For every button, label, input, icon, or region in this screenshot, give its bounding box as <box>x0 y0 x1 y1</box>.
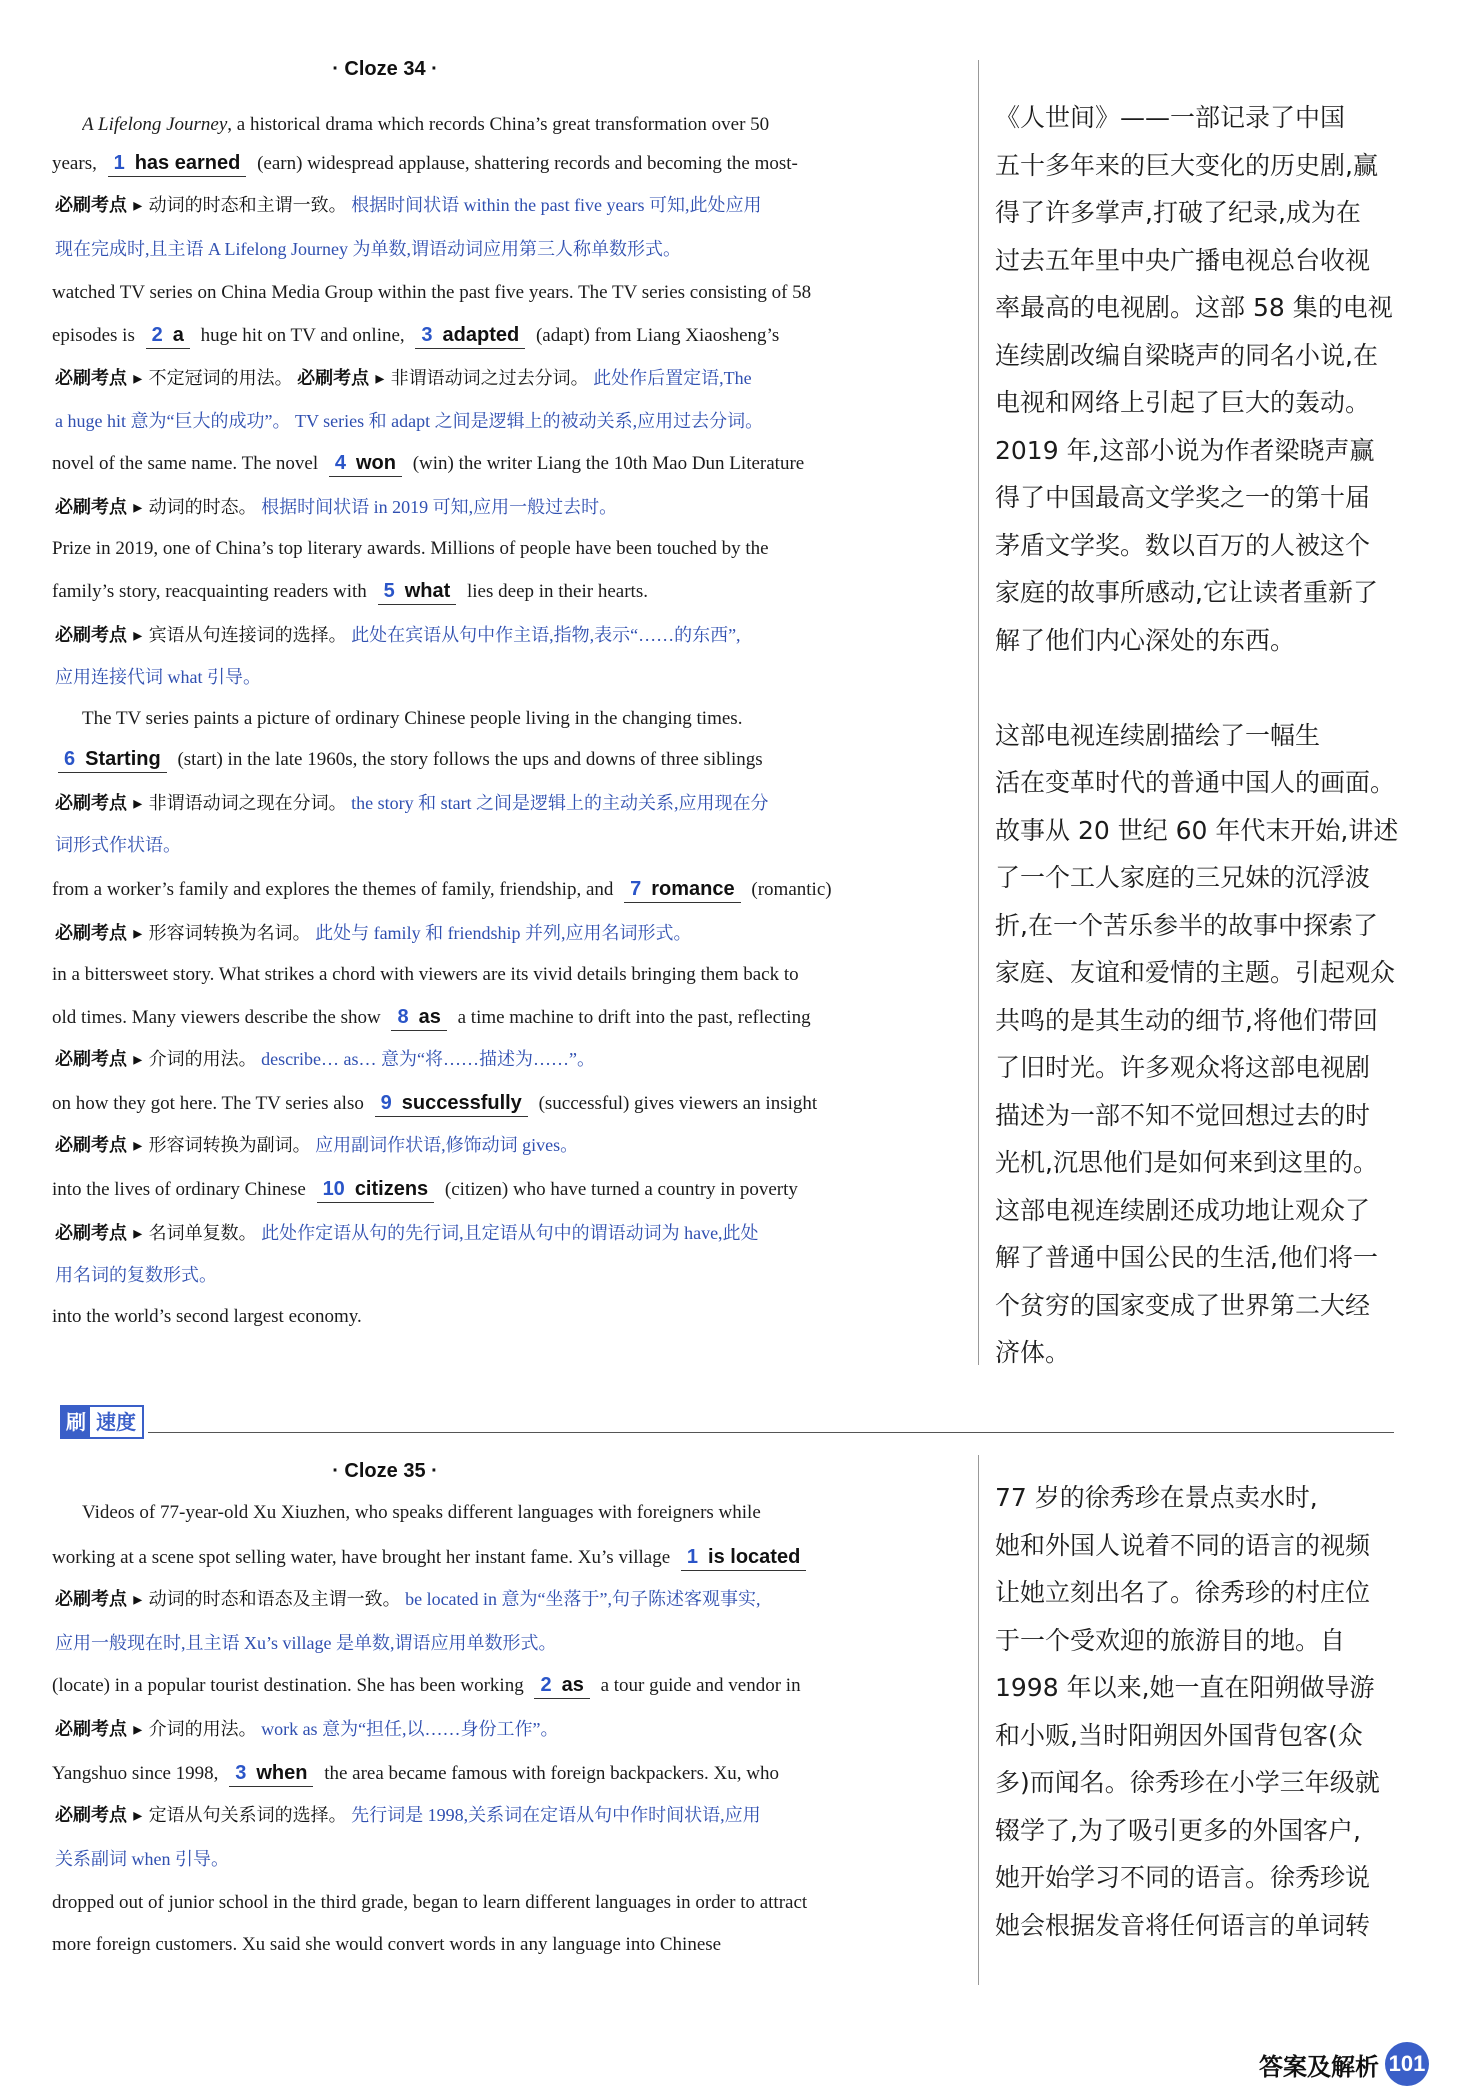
answer-text: a <box>172 324 184 346</box>
translation-line: 过去五年里中央广播电视总台收视 <box>995 245 1371 275</box>
answer-note <box>55 622 960 649</box>
answer-text: won <box>355 452 396 474</box>
answer-blank <box>534 1672 589 1699</box>
answer-note <box>55 1262 960 1288</box>
translation-line: 共鸣的是其生动的细节,将他们带回 <box>995 1005 1378 1035</box>
translation-line: 这部电视连续剧还成功地让观众了 <box>995 1195 1371 1225</box>
answer-blank <box>378 578 457 605</box>
note-text: 非谓语动词之现在分词。 <box>148 793 347 813</box>
note-text: 形容词转换为名词。 <box>148 923 311 943</box>
answer-blank <box>58 746 167 773</box>
note-explanation: 应用一般现在时,且主语 Xu’s village 是单数,谓语应用单数形式。 <box>55 1633 557 1653</box>
blank-number: 7 <box>630 878 642 900</box>
note-label: 必刷考点 ▸ <box>55 793 149 814</box>
answer-blank <box>229 1760 313 1787</box>
translation-line: 家庭的故事所感动,它让读者重新了 <box>995 578 1378 607</box>
blank-number: 6 <box>64 748 76 770</box>
blank-number: 2 <box>151 324 163 346</box>
note-text: 介词的用法。 <box>148 1719 257 1739</box>
passage-line: Videos of 77-year-old Xu Xiuzhen, who speaks different languages with foreigners while <box>82 1502 761 1523</box>
answer-blank <box>329 450 402 477</box>
note-explanation: work as 意为“担任,以……身份工作”。 <box>256 1719 559 1739</box>
note-label: 必刷考点 ▸ <box>55 1135 149 1156</box>
answer-text: romance <box>651 878 735 900</box>
passage-line: dropped out of junior school in the third grade, began to learn different languages in order to attract <box>52 1892 808 1913</box>
passage-line: family’s story, reacquainting readers with 5 what lies deep in their hearts. <box>52 578 957 605</box>
blank-number: 2 <box>540 1674 552 1696</box>
note-text: 动词的时态和语态及主谓一致。 <box>148 1589 401 1609</box>
note-explanation: 词形式作状语。 <box>55 835 181 855</box>
translation-line: 辍学了,为了吸引更多的外国客户, <box>995 1815 1361 1845</box>
answer-note <box>55 494 960 521</box>
note-text: 介词的用法。 <box>148 1049 257 1069</box>
answer-text: as <box>418 1006 441 1028</box>
translation-line: 多)而闻名。徐秀珍在小学三年级就 <box>995 1768 1380 1797</box>
note-text: 非谓语动词之过去分词。 <box>390 368 589 388</box>
translation-line: 得了许多掌声,打破了纪录,成为在 <box>995 198 1361 227</box>
translation-line: 她会根据发音将任何语言的单词转 <box>995 1910 1371 1940</box>
footer-label: 答案及解析 <box>1259 2052 1379 2081</box>
note-explanation: the story 和 start 之间是逻辑上的主动关系,应用现在分 <box>346 793 769 813</box>
translation-line: 于一个受欢迎的旅游目的地。自 <box>995 1625 1346 1655</box>
passage-line: more foreign customers. Xu said she would convert words in any language into Chinese <box>52 1934 722 1955</box>
note-text: 动词的时态和主谓一致。 <box>148 195 347 215</box>
note-explanation: 应用连接代词 what 引导。 <box>55 667 261 687</box>
answer-text: when <box>256 1762 308 1784</box>
note-label: 必刷考点 ▸ <box>55 923 149 944</box>
answer-note <box>55 1046 960 1073</box>
passage-line: Prize in 2019, one of China’s top literary awards. Millions of people have been touched by the <box>52 538 769 559</box>
translation-line: 和小贩,当时阳朔因外国背包客(众 <box>995 1720 1363 1750</box>
answer-text: is located <box>708 1546 801 1568</box>
note-label: 必刷考点 ▸ <box>297 368 391 389</box>
note-label: 必刷考点 ▸ <box>55 625 149 646</box>
answer-blank <box>108 150 247 177</box>
blank-number: 3 <box>421 324 433 346</box>
answer-blank <box>415 322 525 349</box>
section-rule <box>148 1432 1394 1433</box>
blank-number: 10 <box>322 1178 345 1200</box>
note-label: 必刷考点 ▸ <box>55 1589 149 1610</box>
page-footer <box>1259 2042 1429 2086</box>
column-divider-top <box>978 60 979 1365</box>
note-text: 名词单复数。 <box>148 1223 257 1243</box>
passage-line: working at a scene spot selling water, have brought her instant fame. Xu’s village 1 is located <box>52 1544 957 1571</box>
translation-line: 《人世间》——一部记录了中国 <box>995 103 1346 132</box>
translation-line: 五十多年来的巨大变化的历史剧,赢 <box>995 150 1378 180</box>
passage-line: into the world’s second largest economy. <box>52 1306 362 1327</box>
translation-line: 77 岁的徐秀珍在景点卖水时, <box>995 1483 1318 1512</box>
answer-note <box>55 920 960 947</box>
passage-line: (locate) in a popular tourist destination. She has been working 2 as a tour guide and vendor in <box>52 1672 957 1699</box>
passage-line: years, 1 has earned (earn) widespread applause, shattering records and becoming the most- <box>52 150 957 177</box>
translation-line: 折,在一个苦乐参半的故事中探索了 <box>995 910 1378 940</box>
page-number: 101 <box>1385 2042 1429 2086</box>
answer-note <box>55 790 960 817</box>
passage-line: The TV series paints a picture of ordinary Chinese people living in the changing times. <box>82 708 743 729</box>
note-label: 必刷考点 ▸ <box>55 1223 149 1244</box>
passage-line: 6 Starting (start) in the late 1960s, the story follows the ups and downs of three siblings <box>52 746 957 773</box>
translation-line: 让她立刻出名了。徐秀珍的村庄位 <box>995 1578 1371 1607</box>
translation-line: 连续剧改编自梁晓声的同名小说,在 <box>995 340 1378 370</box>
note-text: 定语从句关系词的选择。 <box>148 1805 347 1825</box>
blank-number: 1 <box>113 152 125 174</box>
passage-line: novel of the same name. The novel 4 won (win) the writer Liang the 10th Mao Dun Literature <box>52 450 957 477</box>
answer-blank <box>375 1090 528 1117</box>
note-explanation: 此处作后置定语,The <box>588 368 752 388</box>
answer-text: as <box>561 1674 584 1696</box>
answer-note <box>55 1802 960 1829</box>
answer-note <box>55 1132 960 1159</box>
note-explanation: 此处在宾语从句中作主语,指物,表示“……的东西”, <box>346 625 741 645</box>
note-text: 宾语从句连接词的选择。 <box>148 625 347 645</box>
answer-note <box>55 236 960 262</box>
note-explanation: 应用副词作状语,修饰动词 gives。 <box>310 1135 579 1155</box>
answer-note <box>55 365 960 392</box>
cloze35-title: · Cloze 35 · <box>332 1460 438 1482</box>
passage-line: from a worker’s family and explores the themes of family, friendship, and 7 romance (romantic) <box>52 876 957 903</box>
note-explanation: 此处作定语从句的先行词,且定语从句中的谓语动词为 have,此处 <box>256 1223 759 1243</box>
translation-line: 故事从 20 世纪 60 年代末开始,讲述 <box>995 815 1399 845</box>
note-label: 必刷考点 ▸ <box>55 497 149 518</box>
answer-text: successfully <box>401 1092 522 1114</box>
passage-line: episodes is 2 a huge hit on TV and online, 3 adapted (adapt) from Liang Xiaosheng’s <box>52 322 957 349</box>
answer-note <box>55 1220 960 1247</box>
translation-line: 得了中国最高文学奖之一的第十届 <box>995 483 1371 512</box>
note-label: 必刷考点 ▸ <box>55 1719 149 1740</box>
passage-line: in a bittersweet story. What strikes a chord with viewers are its vivid details bringing them back to <box>52 964 799 985</box>
answer-text: Starting <box>85 748 161 770</box>
translation-line: 个贫穷的国家变成了世界第二大经 <box>995 1290 1371 1320</box>
translation-line: 活在变革时代的普通中国人的画面。 <box>995 768 1396 797</box>
blank-number: 3 <box>235 1762 247 1784</box>
answer-note <box>55 664 960 690</box>
answer-note <box>55 1716 960 1743</box>
translation-line: 她开始学习不同的语言。徐秀珍说 <box>995 1863 1371 1892</box>
translation-line: 了旧时光。许多观众将这部电视剧 <box>995 1053 1371 1082</box>
translation-line: 了一个工人家庭的三兄妹的沉浮波 <box>995 863 1371 892</box>
badge-brush: 刷 <box>62 1407 90 1437</box>
note-explanation: 先行词是 1998,关系词在定语从句中作时间状语,应用 <box>346 1805 761 1825</box>
note-text: 不定冠词的用法。 <box>148 368 293 388</box>
translation-line: 光机,沉思他们是如何来到这里的。 <box>995 1148 1378 1177</box>
note-label: 必刷考点 ▸ <box>55 368 149 389</box>
answer-blank <box>681 1544 806 1571</box>
translation-line: 解了他们内心深处的东西。 <box>995 625 1296 655</box>
answer-text: citizens <box>354 1178 429 1200</box>
note-label: 必刷考点 ▸ <box>55 1049 149 1070</box>
note-explanation: 关系副词 when 引导。 <box>55 1849 229 1869</box>
column-divider-bottom <box>978 1455 979 1985</box>
note-explanation: describe… as… 意为“将……描述为……”。 <box>256 1049 596 1069</box>
translation-line: 率最高的电视剧。这部 58 集的电视 <box>995 293 1393 322</box>
note-text: 形容词转换为副词。 <box>148 1135 311 1155</box>
translation-line: 她和外国人说着不同的语言的视频 <box>995 1530 1371 1560</box>
answer-note <box>55 408 960 434</box>
answer-note <box>55 832 960 858</box>
translation-line: 解了普通中国公民的生活,他们将一 <box>995 1243 1378 1272</box>
translation-line: 济体。 <box>995 1338 1071 1367</box>
answer-blank <box>146 322 190 349</box>
answer-text: adapted <box>442 324 520 346</box>
note-explanation: 根据时间状语 within the past five years 可知,此处应用 <box>346 195 762 215</box>
blank-number: 4 <box>334 452 346 474</box>
answer-blank <box>391 1004 446 1031</box>
blank-number: 9 <box>380 1092 392 1114</box>
passage-line: into the lives of ordinary Chinese 10 citizens (citizen) who have turned a country in poverty <box>52 1176 957 1203</box>
translation-line: 1998 年以来,她一直在阳朔做导游 <box>995 1673 1375 1702</box>
passage-line: old times. Many viewers describe the show 8 as a time machine to drift into the past, reflecting <box>52 1004 957 1031</box>
note-explanation: 此处与 family 和 friendship 并列,应用名词形式。 <box>310 923 692 943</box>
note-text: 动词的时态。 <box>148 497 257 517</box>
translation-line: 家庭、友谊和爱情的主题。引起观众 <box>995 958 1396 987</box>
note-label: 必刷考点 ▸ <box>55 1805 149 1826</box>
speed-section-badge <box>60 1405 144 1439</box>
passage-line: on how they got here. The TV series also 9 successfully (successful) gives viewers an insight <box>52 1090 957 1117</box>
cloze34-title: · Cloze 34 · <box>332 58 438 80</box>
note-explanation: 现在完成时,且主语 A Lifelong Journey 为单数,谓语动词应用第三人称单数形式。 <box>55 239 681 259</box>
passage-line: A Lifelong Journey, a historical drama which records China’s great transformation over 50 <box>82 114 770 135</box>
translation-line: 电视和网络上引起了巨大的轰动。 <box>995 388 1371 417</box>
answer-text: has earned <box>134 152 241 174</box>
blank-number: 5 <box>383 580 395 602</box>
translation-line: 这部电视连续剧描绘了一幅生 <box>995 720 1321 750</box>
answer-note <box>55 1630 960 1656</box>
note-explanation: be located in 意为“坐落于”,句子陈述客观事实, <box>400 1589 761 1609</box>
note-explanation: 根据时间状语 in 2019 可知,应用一般过去时。 <box>256 497 618 517</box>
answer-note <box>55 192 960 219</box>
title-italic: A Lifelong Journey <box>82 114 228 135</box>
translation-line: 描述为一部不知不觉回想过去的时 <box>995 1100 1371 1130</box>
answer-note <box>55 1586 960 1613</box>
blank-number: 1 <box>686 1546 699 1568</box>
answer-blank <box>317 1176 435 1203</box>
note-explanation: 用名词的复数形式。 <box>55 1265 217 1285</box>
note-label: 必刷考点 ▸ <box>55 195 149 216</box>
badge-speed: 速度 <box>96 1410 136 1434</box>
translation-line: 2019 年,这部小说为作者梁晓声赢 <box>995 435 1375 465</box>
blank-number: 8 <box>397 1006 409 1028</box>
passage-line: Yangshuo since 1998, 3 when the area became famous with foreign backpackers. Xu, who <box>52 1760 957 1787</box>
translation-line: 茅盾文学奖。数以百万的人被这个 <box>995 530 1371 560</box>
answer-text: what <box>404 580 451 602</box>
passage-line: watched TV series on China Media Group within the past five years. The TV series consisting of 58 <box>52 282 812 303</box>
answer-note <box>55 1846 960 1872</box>
answer-blank <box>624 876 741 903</box>
note-explanation: a huge hit 意为“巨大的成功”。 TV series 和 adapt 之间是逻辑上的被动关系,应用过去分词。 <box>55 411 764 431</box>
